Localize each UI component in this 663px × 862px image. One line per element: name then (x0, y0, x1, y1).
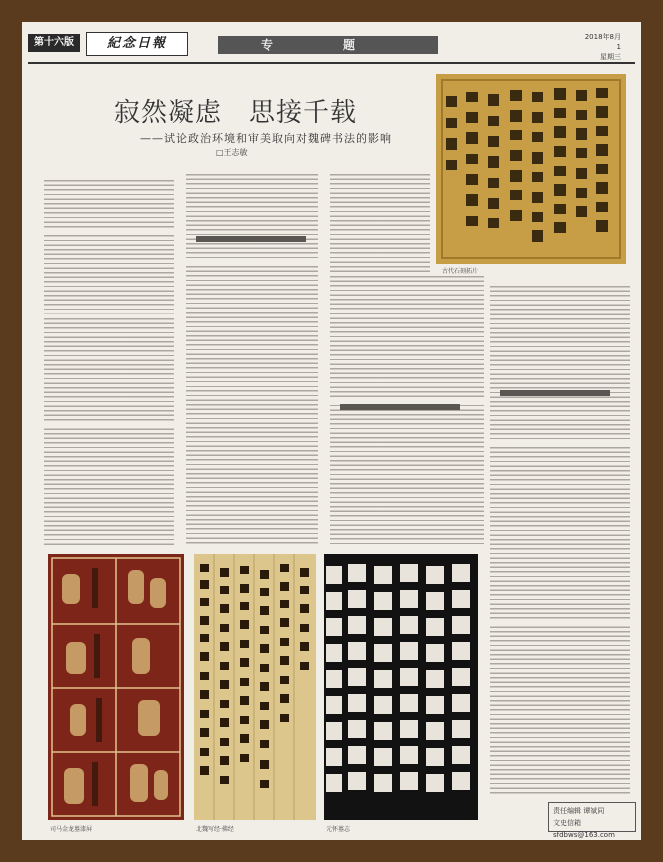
editor-info-box (548, 802, 636, 839)
rubbing-characters (436, 74, 626, 264)
caption-rubbing: 古代石刻拓片 (442, 268, 479, 275)
email-label: 文史信箱 (553, 819, 581, 827)
text-column-4 (490, 286, 630, 796)
article-subtitle: ——试论政治环境和审美取向对魏碑书法的影响 (140, 132, 392, 145)
section-subhead (500, 390, 610, 396)
lacquer-screen-photo (48, 554, 184, 820)
caption-stele: 元怀墓志 (326, 826, 351, 833)
sutra-scroll-image (194, 554, 316, 820)
section-subhead (196, 236, 306, 242)
editor-label: 责任编辑 (553, 807, 581, 815)
stele-epitaph-photo (324, 554, 478, 820)
page-header (22, 22, 641, 70)
date-block (557, 32, 621, 62)
paragraph-gap (186, 382, 318, 386)
sutra-scroll-photo (194, 554, 316, 820)
newspaper-page (22, 22, 641, 840)
page-number: 第十六版 (28, 34, 80, 52)
lacquer-screen-image (48, 554, 184, 820)
paragraph-gap (490, 622, 630, 626)
article-title: 寂然凝虑 思接千载 (114, 98, 358, 128)
section-banner: 专题 (218, 36, 438, 54)
issue-weekday: 星期三 (600, 53, 621, 61)
paragraph-gap (490, 442, 630, 446)
section-subhead (340, 404, 460, 410)
article-author (216, 147, 248, 158)
paragraph-gap (186, 260, 318, 264)
editor-name: 谭斌同 (583, 807, 605, 815)
paragraph-gap (44, 314, 174, 318)
paragraph-gap (44, 424, 174, 428)
caption-lacquer: 司马金龙墓漆屏 (50, 826, 93, 833)
stone-rubbing-photo (436, 74, 626, 264)
text-column-1 (44, 180, 174, 546)
text-column-3-lower (330, 276, 484, 546)
email-address[interactable]: sfdbws@163.com (553, 831, 615, 839)
header-rule (28, 62, 635, 64)
caption-sutra: 北魏写经·佛经 (196, 826, 234, 833)
issue-date: 2018年8月 (584, 33, 621, 41)
author-text: □王志敏 (216, 148, 248, 157)
issue-day: 1 (616, 43, 621, 51)
masthead-logo: 紀念日報 (86, 32, 188, 56)
stele-epitaph-image (324, 554, 478, 820)
paragraph-gap (44, 228, 174, 232)
paragraph-gap (330, 398, 484, 402)
text-column-3 (330, 174, 430, 274)
text-column-2 (186, 174, 318, 546)
